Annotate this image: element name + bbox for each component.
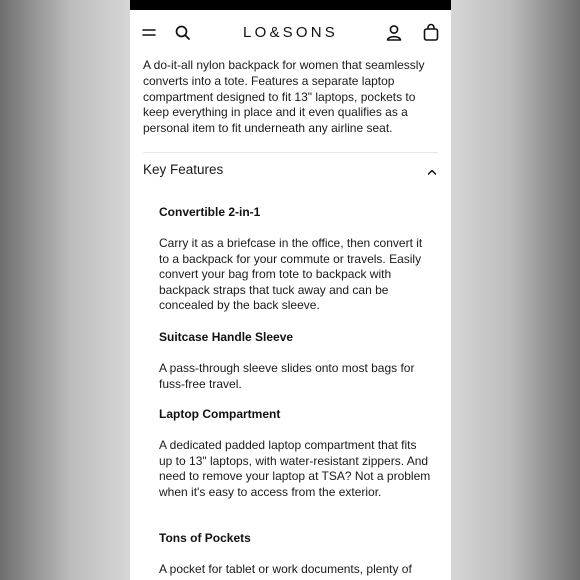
feature-text-suitcase-sleeve: A pass-through sleeve slides onto most bags for fuss-free travel. [159,361,415,391]
blurred-backdrop-left [0,0,130,580]
status-bar [130,0,451,10]
chevron-up-icon [426,165,438,177]
phone-screen [130,0,451,580]
blurred-backdrop-right [451,0,580,580]
brand-logo[interactable]: LO&SONS [243,24,338,41]
key-features-toggle[interactable] [143,162,438,180]
key-features-title: Key Features [143,162,224,177]
feature-title-laptop-compartment: Laptop Compartment [159,407,281,421]
feature-text-pockets: A pocket for tablet or work documents, plenty of [159,562,412,576]
feature-title-suitcase-sleeve: Suitcase Handle Sleeve [159,330,294,344]
user-icon[interactable] [383,22,405,44]
feature-text-laptop-compartment: A dedicated padded laptop compartment that fits up to 13" laptops, with water-resistant zippers. And need to remove your laptop at TSA? Not a problem when it's easy to access from the exterior. [159,438,431,499]
site-header [130,10,451,56]
product-description: A do-it-all nylon backpack for women that seamlessly converts into a tote. Features a separate laptop compartment designed to fit 13" laptops, pockets to keep everything in place and it even qualifies as a personal item to fit underneath any airline seat. [143,58,425,136]
shopping-bag-icon[interactable] [420,22,442,44]
feature-title-pockets: Tons of Pockets [159,531,251,545]
section-divider [143,152,438,153]
feature-title-convertible: Convertible 2-in-1 [159,205,261,219]
feature-text-convertible: Carry it as a briefcase in the office, then convert it to a backpack for your commute or travels. Easily convert your bag from tote to backpack with backpack straps that tuck away and can be concealed by the back sleeve. [159,236,423,313]
